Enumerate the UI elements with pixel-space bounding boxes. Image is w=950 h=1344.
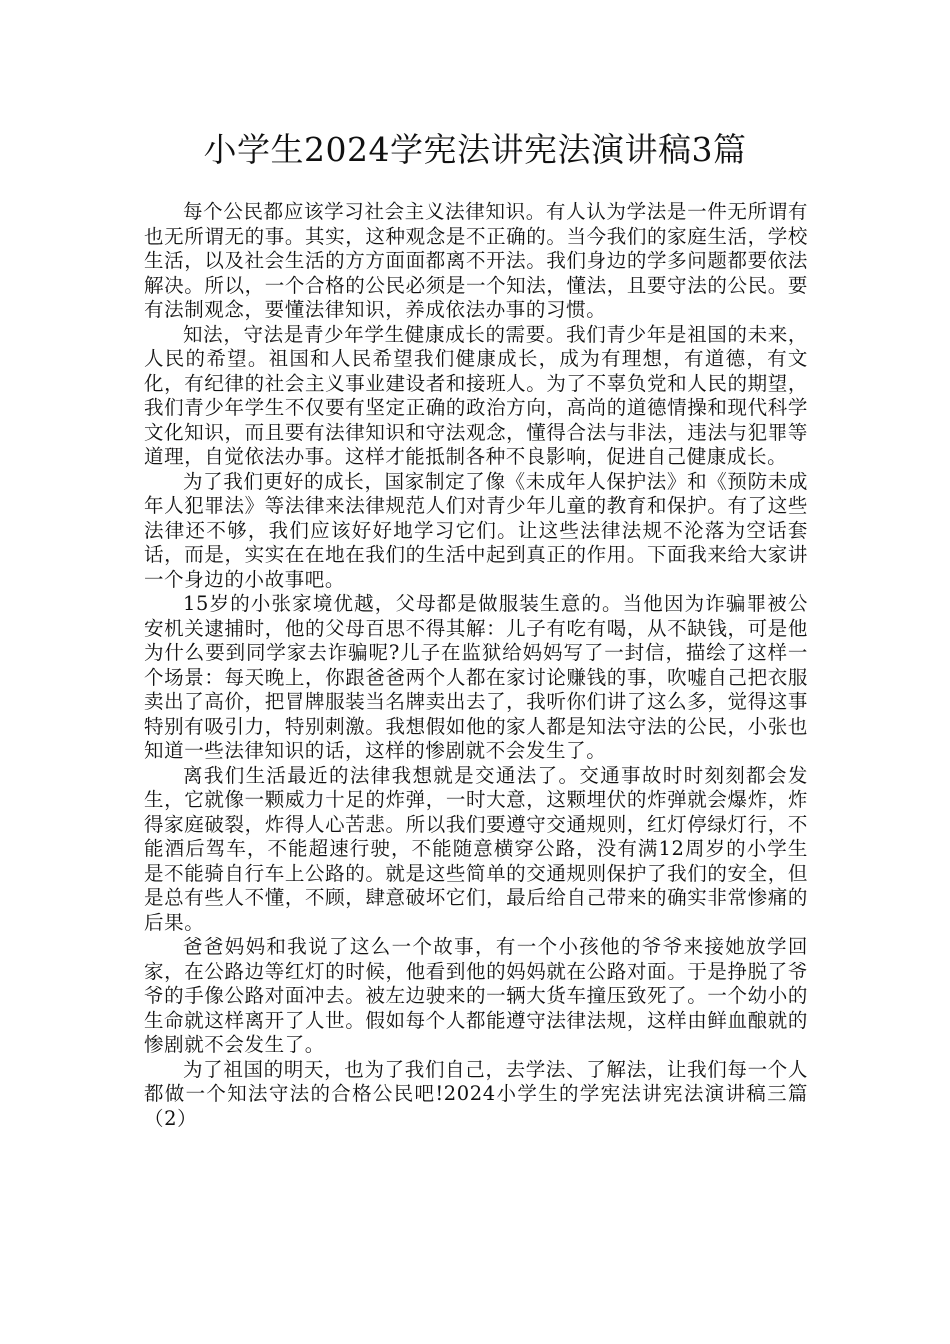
document-title: 小学生2024学宪法讲宪法演讲稿3篇 [203, 130, 747, 169]
paragraph-7: 为了祖国的明天，也为了我们自己，去学法、了解法，让我们每一个人都做一个知法守法的合格公民吧!2024小学生的学宪法讲宪法演讲稿三篇（2） [144, 1057, 808, 1130]
paragraph-4: 15岁的小张家境优越，父母都是做服装生意的。当他因为诈骗罪被公安机关逮捕时，他的父母百思不得其解：儿子有吃有喝，从不缺钱，可是他为什么要到同学家去诈骗呢?儿子在监狱给妈妈写了一封信，描绘了这样一个场景：每天晚上，你跟爸爸两个人都在家讨论赚钱的事，吹嘘自己把衣服卖出了高价，把冒牌服装当名牌卖出去了，我听你们讲了这么多，觉得这事特别有吸引力，特别刺激。我想假如他的家人都是知法守法的公民，小张也知道一些法律知识的话，这样的惨剧就不会发生了。 [144, 592, 808, 762]
paragraph-5: 离我们生活最近的法律我想就是交通法了。交通事故时时刻刻都会发生，它就像一颗威力十足的炸弹，一时大意，这颗埋伏的炸弹就会爆炸，炸得家庭破裂，炸得人心苦悲。所以我们要遵守交通规则，红灯停绿灯行，不能酒后驾车，不能超速行驶，不能随意横穿公路，没有满12周岁的小学生是不能骑自行车上公路的。就是这些简单的交通规则保护了我们的安全，但是总有些人不懂，不顾，肆意破坏它们，最后给自己带来的确实非常惨痛的后果。 [144, 763, 808, 934]
paragraph-6: 爸爸妈妈和我说了这么一个故事，有一个小孩他的爷爷来接她放学回家，在公路边等红灯的时候，他看到他的妈妈就在公路对面。于是挣脱了爷爷的手像公路对面冲去。被左边驶来的一辆大货车撞压致死了。一个幼小的生命就这样离开了人世。假如每个人都能遵守法律法规，这样由鲜血酿就的惨剧就不会发生了。 [144, 935, 808, 1056]
paragraph-3: 为了我们更好的成长，国家制定了像《未成年人保护法》和《预防未成年人犯罪法》等法律来法律规范人们对青少年儿童的教育和保护。有了这些法律还不够，我们应该好好地学习它们。让这些法律法规不沦落为空话套话，而是，实实在在地在我们的生活中起到真正的作用。下面我来给大家讲一个身边的小故事吧。 [144, 469, 808, 591]
paragraph-2: 知法，守法是青少年学生健康成长的需要。我们青少年是祖国的未来，人民的希望。祖国和人民希望我们健康成长，成为有理想，有道德，有文化，有纪律的社会主义事业建设者和接班人。为了不辜负党和人民的期望，我们青少年学生不仅要有坚定正确的政治方向，高尚的道德情操和现代科学文化知识，而且要有法律知识和守法观念，懂得合法与非法，违法与犯罪等道理，自觉依法办事。这样才能抵制各种不良影响，促进自己健康成长。 [144, 322, 808, 468]
document-body [144, 200, 808, 1131]
paragraph-1: 每个公民都应该学习社会主义法律知识。有人认为学法是一件无所谓有也无所谓无的事。其实，这种观念是不正确的。当今我们的家庭生活，学校生活，以及社会生活的方方面面都离不开法。我们身边的学多问题都要依法解决。所以，一个合格的公民必须是一个知法，懂法，且要守法的公民。要有法制观念，要懂法律知识，养成依法办事的习惯。 [144, 200, 808, 321]
